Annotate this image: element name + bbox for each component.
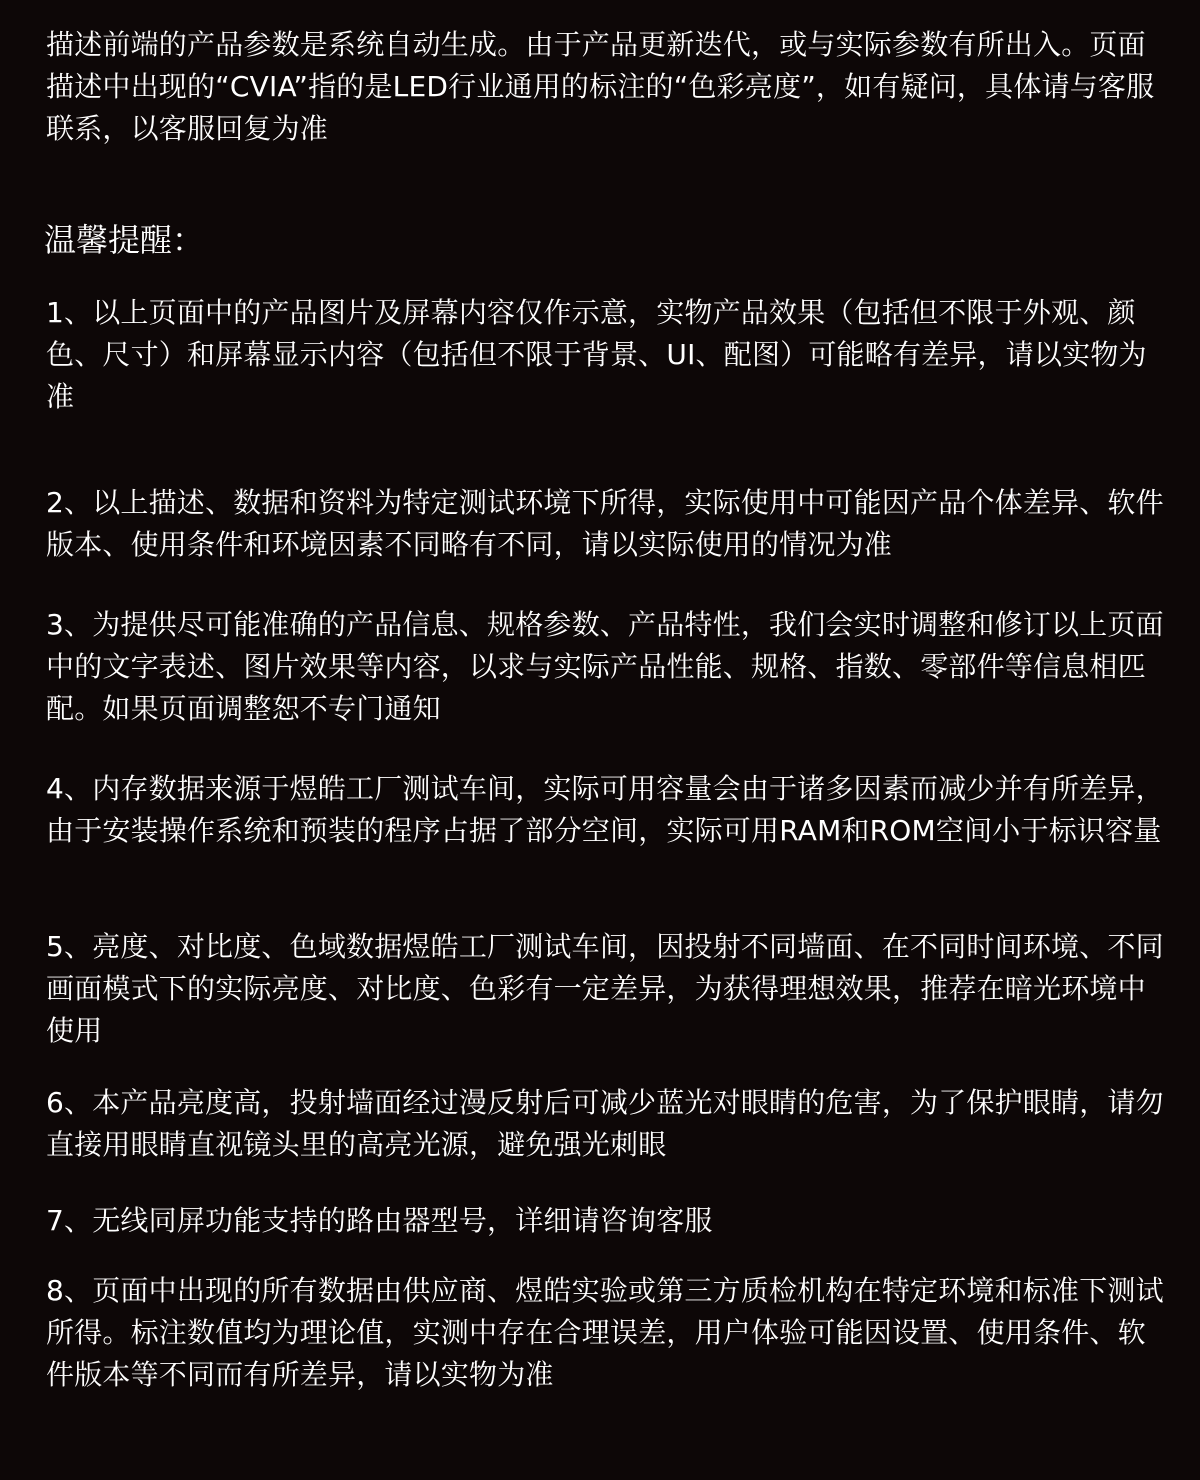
notice-item-1: 1、以上页面中的产品图片及屏幕内容仅作示意，实物产品效果（包括但不限于外观、颜色、尺寸）和屏幕显示内容（包括但不限于背景、UI、配图）可能略有差异，请以实物为准 <box>46 296 1147 413</box>
notice-item-5: 5、亮度、对比度、色域数据煜皓工厂测试车间，因投射不同墙面、在不同时间环境、不同画面模式下的实际亮度、对比度、色彩有一定差异，为获得理想效果，推荐在暗光环境中使用 <box>46 930 1164 1047</box>
notice-item-7: 7、无线同屏功能支持的路由器型号，详细请咨询客服 <box>46 1204 713 1237</box>
intro-paragraph: 描述前端的产品参数是系统自动生成。由于产品更新迭代，或与实际参数有所出入。页面描述中出现的“CVIA”指的是LED行业通用的标注的“色彩亮度”，如有疑问，具体请与客服联系，以客服回复为准 <box>46 28 1155 145</box>
notice-item-4: 4、内存数据来源于煜皓工厂测试车间，实际可用容量会由于诸多因素而减少并有所差异，由于安装操作系统和预装的程序占据了部分空间，实际可用RAM和ROM空间小于标识容量 <box>46 772 1164 847</box>
notice-item-2: 2、以上描述、数据和资料为特定测试环境下所得，实际使用中可能因产品个体差异、软件版本、使用条件和环境因素不同略有不同，请以实际使用的情况为准 <box>46 486 1164 561</box>
notice-title: 温馨提醒： <box>44 221 205 259</box>
notice-item-6: 6、本产品亮度高，投射墙面经过漫反射后可减少蓝光对眼睛的危害，为了保护眼睛，请勿直接用眼睛直视镜头里的高亮光源，避免强光刺眼 <box>46 1086 1164 1161</box>
notice-item-3: 3、为提供尽可能准确的产品信息、规格参数、产品特性，我们会实时调整和修订以上页面中的文字表述、图片效果等内容，以求与实际产品性能、规格、指数、零部件等信息相匹配。如果页面调整恕不专门通知 <box>46 608 1164 725</box>
notice-item-8: 8、页面中出现的所有数据由供应商、煜皓实验或第三方质检机构在特定环境和标准下测试所得。标注数值均为理论值，实测中存在合理误差，用户体验可能因设置、使用条件、软件版本等不同而有所差异，请以实物为准 <box>46 1274 1164 1391</box>
